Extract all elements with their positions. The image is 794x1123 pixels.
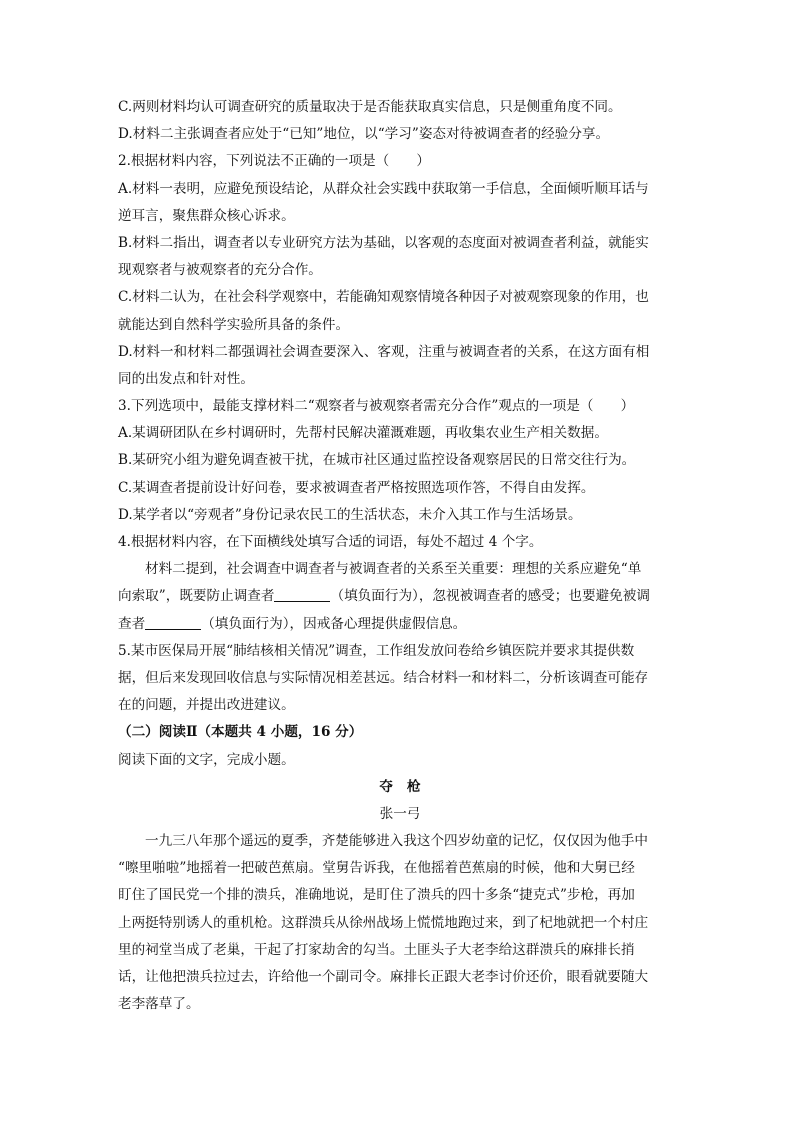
q2-option-b-line2: 现观察者与被观察者的充分合作。 [118,262,322,279]
story-line-7: 老李落草了。 [118,996,200,1013]
q1-option-c: C.两则材料均认可调查研究的质量取决于是否能获取真实信息，只是侧重角度不同。 [118,99,622,115]
q4-text-line2 [118,583,682,610]
story-line-4: 上两挺特别诱人的重机枪。这群溃兵从徐州战场上慌慌地跑过来，到了杞地就把一个村庄 [118,914,649,931]
q4-blank-1[interactable] [274,587,330,602]
q4-line2-after: （填负面行为），忽视被调查者的感受；也要避免被调 [330,588,650,605]
q4-line2-before: 向索取”，既要防止调查者 [118,588,275,605]
q2-option-b-line1: B.材料二指出，调查者以专业研究方法为基础，以客观的态度面对被调查者利益，就能实 [118,234,649,251]
story-line-5: 里的祠堂当成了老巢，干起了打家劫舍的勾当。土匪头子大老李给这群溃兵的麻排长捎 [118,941,635,958]
q2-option-a-line1: A.材料一表明，应避免预设结论，从群众社会实践中获取第一手信息，全面倾听顺耳话与 [118,180,649,197]
q3-stem: 3.下列选项中，最能支撑材料二“观察者与被观察者需充分合作”观点的一项是（ ） [118,398,635,415]
q2-stem: 2.根据材料内容，下列说法不正确的一项是（ ） [118,153,431,170]
q3-option-a: A.某调研团队在乡村调研时，先帮村民解决灌溉难题，再收集农业生产相关数据。 [118,425,608,442]
q4-line3-after: （填负面行为），因戒备心理提供虚假信息。 [201,615,467,632]
story-line-1: 一九三八年那个遥远的夏季，齐楚能够进入我这个四岁幼童的记忆，仅仅因为他手中 [145,833,648,850]
story-line-6: 话，让他把溃兵拉过去，许给他一个副司令。麻排长正跟大老李讨价还价，眼看就要随大 [118,969,649,985]
q4-line3-before: 查者 [118,615,146,632]
q1-option-d: D.材料二主张调查者应处于“已知”地位，以“学习”姿态对待被调查者的经验分享。 [118,126,610,143]
story-line-2: “嚓里啪啦”地摇着一把破芭蕉扇。堂舅告诉我，在他摇着芭蕉扇的时候，他和大舅已经 [118,860,635,877]
exam-page [118,94,682,1018]
q4-stem: 4.根据材料内容，在下面横线处填写合适的词语，每处不超过 4 个字。 [118,534,543,550]
q5-line1: 5.某市医保局开展“肺结核相关情况”调查，工作组发放问卷给乡镇医院并要求其提供数 [118,642,635,659]
q4-text-line1: 材料二提到，社会调查中调查者与被调查者的关系至关重要：理想的关系应避免“单 [145,561,642,578]
q2-option-a-line2: 逆耳言，聚焦群众核心诉求。 [118,207,295,224]
q3-option-b: B.某研究小组为避免调查被干扰，在城市社区通过监控设备观察居民的日常交往行为。 [118,452,636,469]
q3-option-c: C.某调查者提前设计好问卷，要求被调查者严格按照选项作答，不得自由发挥。 [118,479,595,496]
q2-option-d-line2: 同的出发点和针对性。 [118,370,254,387]
section2-instruction: 阅读下面的文字，完成小题。 [118,751,295,768]
q4-blank-2[interactable] [145,615,201,630]
story-line-3: 盯住了国民党一个排的溃兵，准确地说，是盯住了溃兵的四十多条“捷克式”步枪，再加 [118,887,635,904]
q2-option-d-line1: D.材料一和材料二都强调社会调查要深入、客观，注重与被调查者的关系，在这方面有相 [118,343,650,360]
q4-text-line3 [118,611,682,638]
q2-option-c-line1: C.材料二认为，在社会科学观察中，若能确知观察情境各种因子对被观察现象的作用，也 [118,289,649,306]
story-title: 夺枪 [379,778,435,795]
q2-option-c-line2: 就能达到自然科学实验所具备的条件。 [118,316,350,333]
story-author: 张一弓 [379,805,421,822]
q3-option-d: D.某学者以“旁观者”身份记录农民工的生活状态，未介入其工作与生活场景。 [118,506,582,523]
q5-line3: 在的问题，并提出改进建议。 [118,697,295,714]
section2-heading: （二）阅读Ⅱ（本题共 4 小题，16 分） [118,724,363,741]
q5-line2: 据，但后来发现回收信息与实际情况相差甚远。结合材料一和材料二，分析该调查可能存 [118,669,649,686]
